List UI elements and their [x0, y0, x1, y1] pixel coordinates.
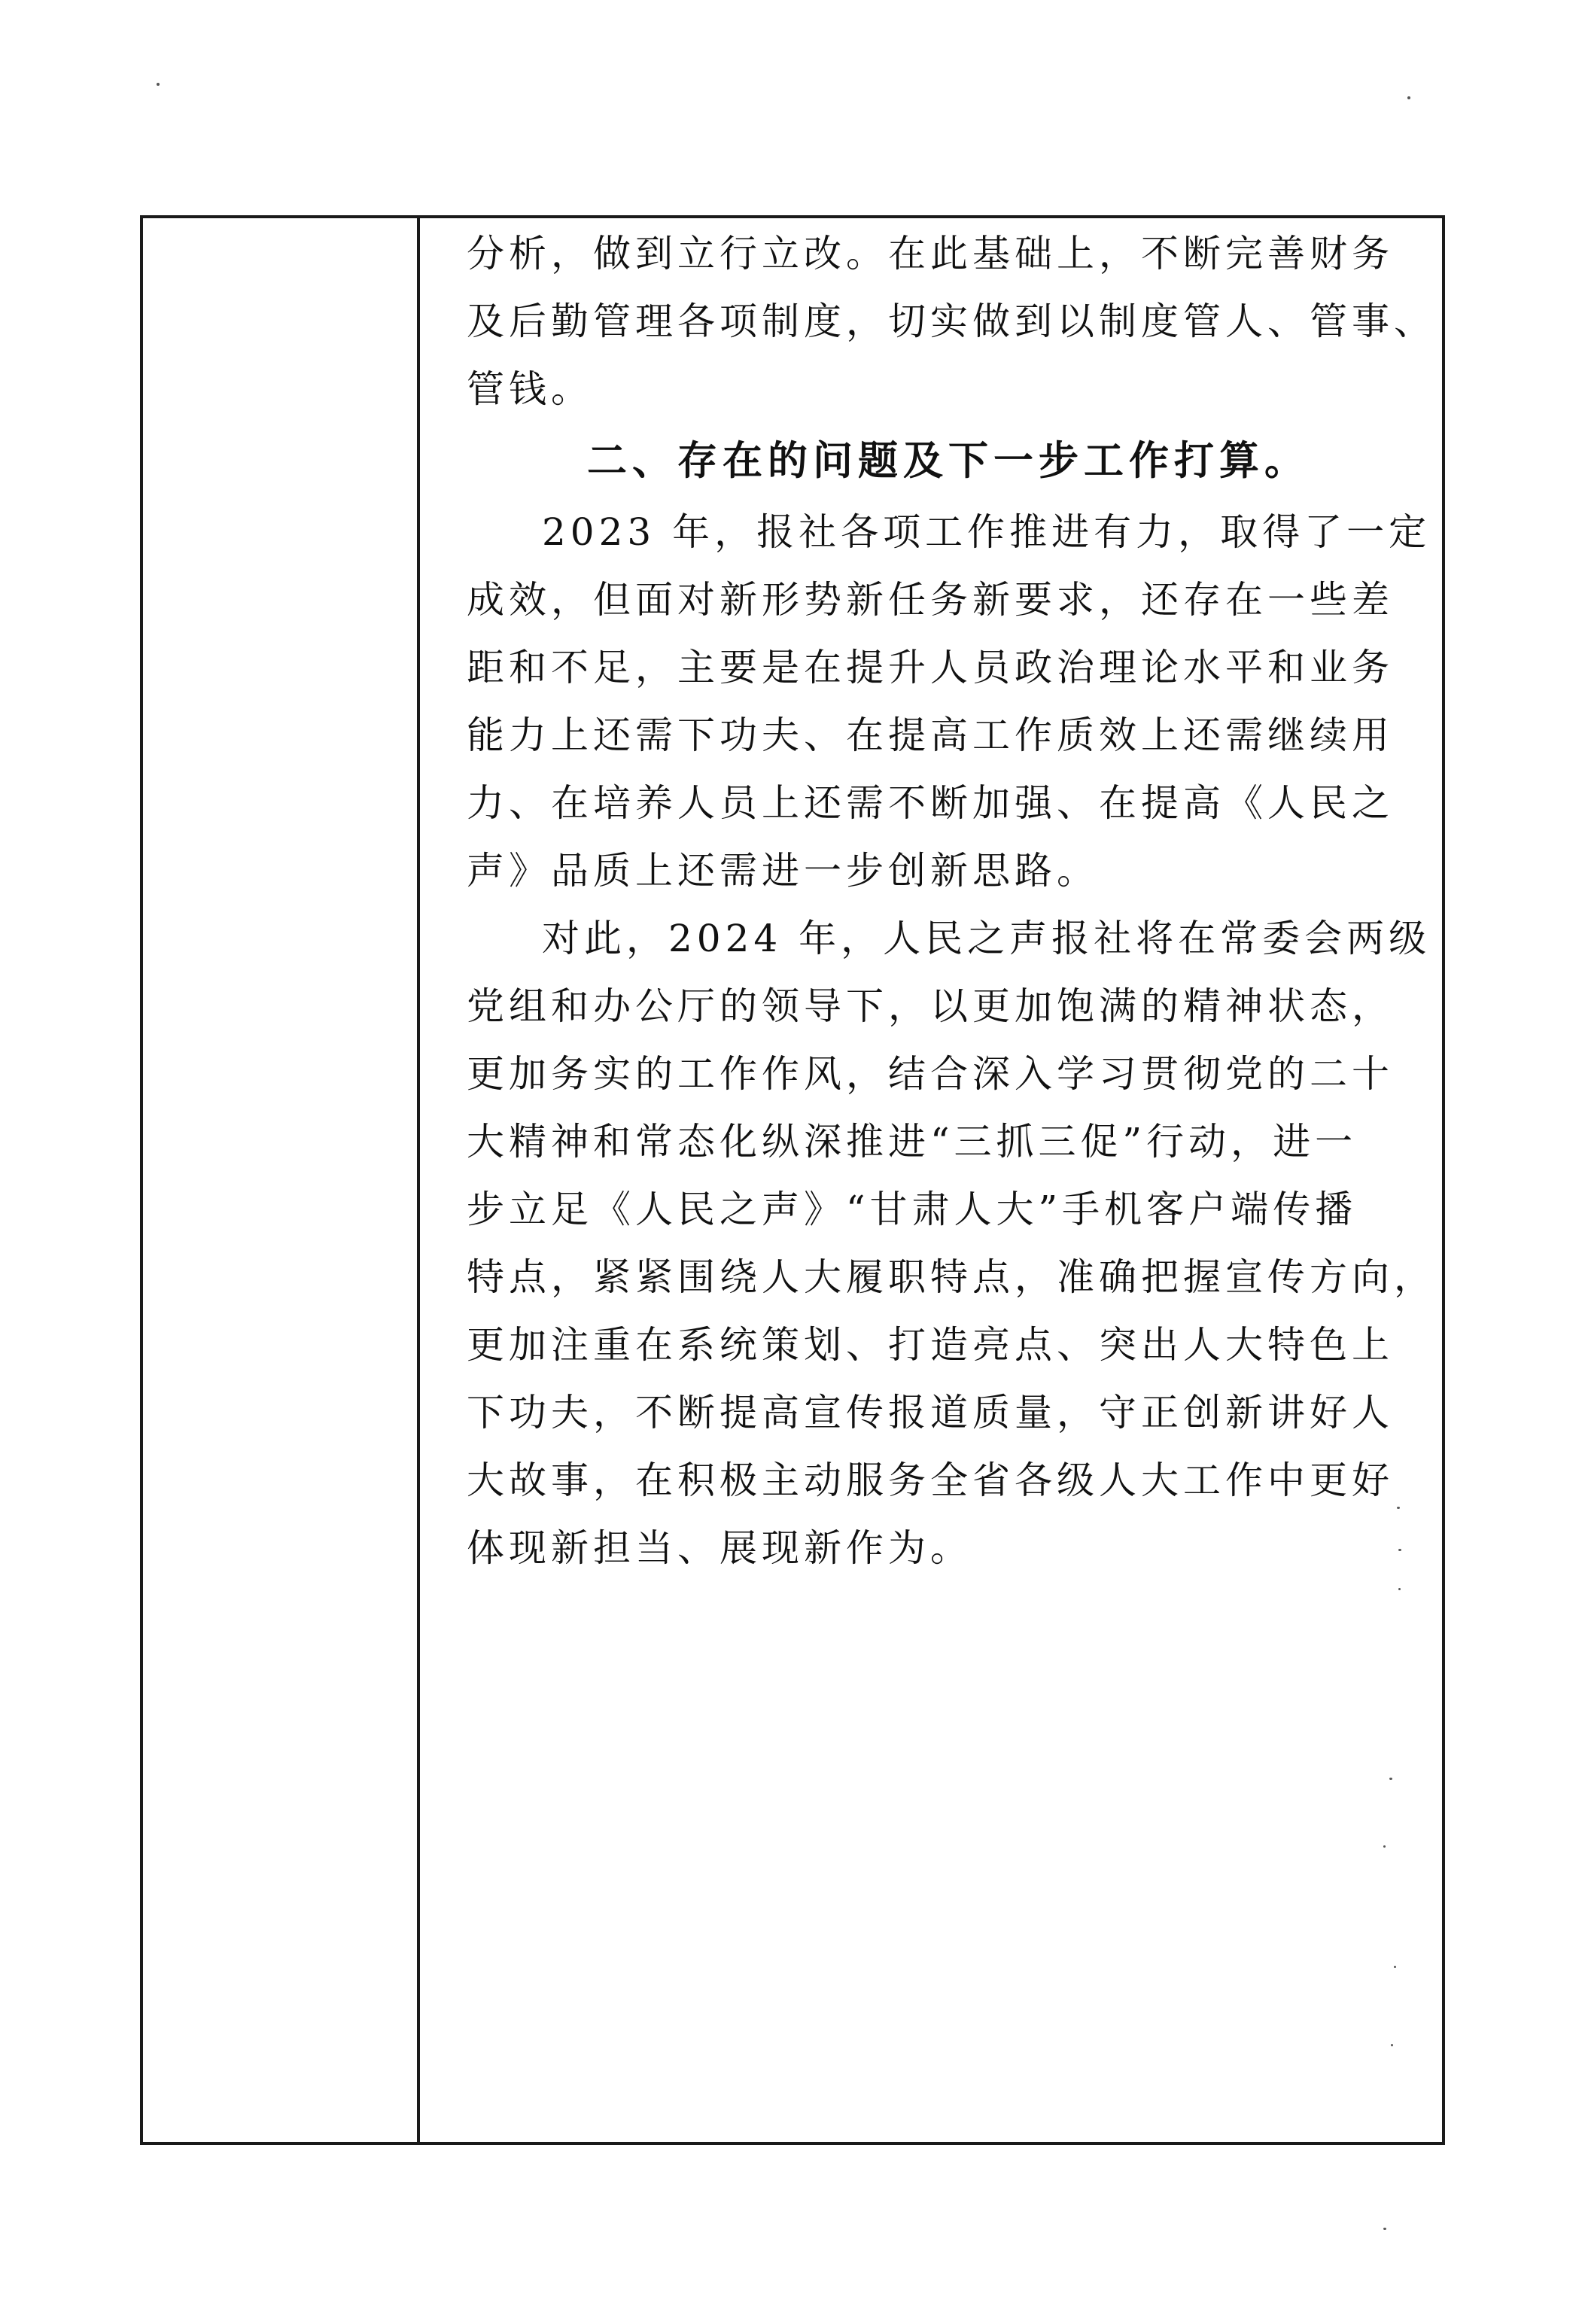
scan-speck — [1389, 1778, 1392, 1780]
scan-speck — [1391, 2044, 1393, 2046]
scan-speck — [1394, 1966, 1396, 1968]
text-line: 下功夫，不断提高宣传报道质量，守正创新讲好人 — [467, 1391, 1394, 1434]
text-line: 党组和办公厅的领导下，以更加饱满的精神状态， — [467, 984, 1394, 1028]
text-line: 大精神和常态化纵深推进“三抓三促”行动，进一 — [467, 1120, 1358, 1164]
section-heading: 二、存在的问题及下一步工作打算。 — [587, 437, 1310, 484]
text-line: 分析，做到立行立改。在此基础上，不断完善财务 — [467, 232, 1394, 275]
text-line: 及后勤管理各项制度，切实做到以制度管人、管事、 — [467, 300, 1436, 343]
text-line: 距和不足，主要是在提升人员政治理论水平和业务 — [467, 646, 1394, 689]
text-line: 特点，紧紧围绕人大履职特点，准确把握宣传方向， — [467, 1255, 1436, 1299]
continued-paragraph — [467, 220, 1436, 423]
text-line: 对此，2024 年，人民之声报社将在常委会两级 — [542, 917, 1431, 960]
scan-speck — [1383, 1845, 1386, 1848]
paragraph-plans — [467, 905, 1436, 1582]
scan-speck — [1398, 1549, 1401, 1551]
text-line: 体现新担当、展现新作为。 — [467, 1526, 972, 1570]
text-line: 声》品质上还需进一步创新思路。 — [467, 849, 1099, 893]
paragraph-problems — [467, 498, 1431, 905]
column-divider — [417, 215, 420, 2145]
text-line: 步立足《人民之声》“甘肃人大”手机客户端传播 — [467, 1188, 1358, 1231]
scan-speck — [1397, 1507, 1400, 1509]
text-line: 更加注重在系统策划、打造亮点、突出人大特色上 — [467, 1323, 1394, 1367]
text-line: 管钱。 — [467, 367, 593, 411]
text-line: 大故事，在积极主动服务全省各级人大工作中更好 — [467, 1459, 1394, 1502]
text-line: 能力上还需下功夫、在提高工作质效上还需继续用 — [467, 713, 1394, 757]
scan-speck — [1407, 96, 1410, 99]
text-line: 2023 年，报社各项工作推进有力，取得了一定 — [542, 510, 1431, 554]
text-line: 力、在培养人员上还需不断加强、在提高《人民之 — [467, 781, 1394, 825]
text-line: 更加务实的工作作风，结合深入学习贯彻党的二十 — [467, 1052, 1394, 1096]
text-line: 成效，但面对新形势新任务新要求，还存在一些差 — [467, 578, 1394, 622]
scan-speck — [157, 83, 160, 86]
right-cell-content — [467, 220, 1436, 1582]
scan-speck — [1383, 2228, 1386, 2230]
scan-speck — [1398, 1588, 1401, 1590]
